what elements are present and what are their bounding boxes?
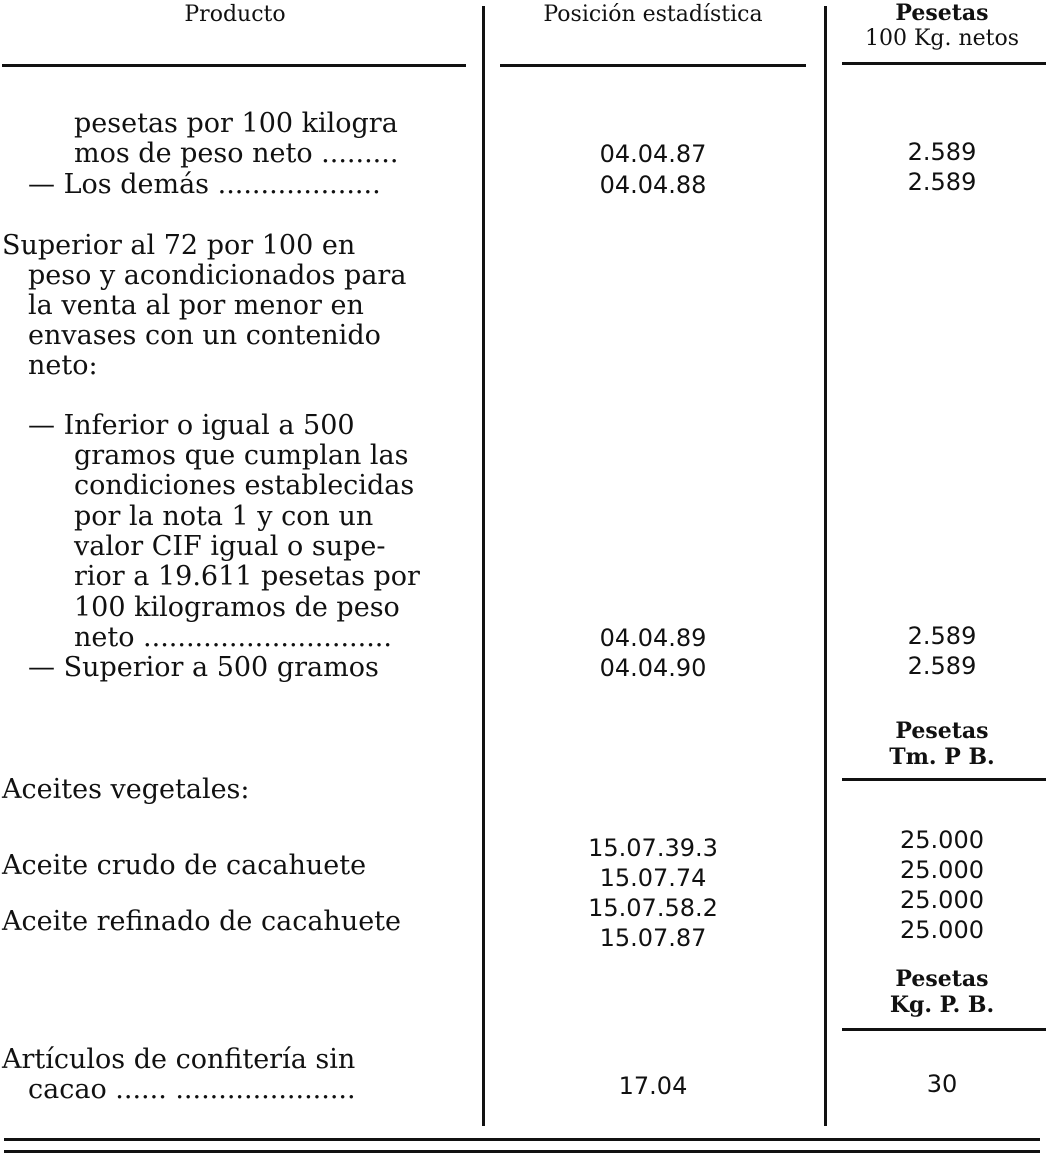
column-separator-1 <box>482 6 485 1126</box>
confectionery-line1: Artículos de confitería sin <box>2 1044 356 1075</box>
header-unit1-line2: 100 Kg. netos <box>864 26 1020 51</box>
paragraph2-line2: peso y acondicionados para <box>28 260 407 291</box>
header-rule-position <box>500 64 806 67</box>
row2-price: 2.589 <box>907 168 977 196</box>
paragraph2-line3: la venta al por menor en <box>28 290 364 321</box>
paragraph3-line3: condiciones establecidas <box>74 470 415 501</box>
paragraph3-line1: — Inferior o igual a 500 <box>28 410 355 441</box>
paragraph3-line8: neto ............................. <box>74 622 392 653</box>
oil-price-4: 25.000 <box>900 916 984 944</box>
row4-label: — Superior a 500 gramos <box>28 652 379 683</box>
paragraph2-line5: neto: <box>28 350 98 381</box>
paragraph2-line4: envases con un contenido <box>28 320 381 351</box>
row1-line1: pesetas por 100 kilogra <box>74 108 398 139</box>
crude-oil-code1: 15.07.39.3 <box>588 834 718 862</box>
confectionery-line2: cacao ...... ..................... <box>28 1074 356 1105</box>
column-separator-2 <box>824 6 827 1126</box>
oil-price-3: 25.000 <box>900 886 984 914</box>
oil-price-2: 25.000 <box>900 856 984 884</box>
refined-oil-code1: 15.07.58.2 <box>588 894 718 922</box>
header-rule-unit1 <box>842 62 1046 65</box>
header-product: Producto <box>184 2 286 27</box>
paragraph3-line6: rior a 19.611 pesetas por <box>74 561 420 592</box>
confectionery-price: 30 <box>926 1070 958 1098</box>
oils-heading: Aceites vegetales: <box>2 774 250 805</box>
header-position: Posición estadística <box>543 2 763 27</box>
refined-oil-label: Aceite refinado de cacahuete <box>2 906 402 937</box>
row1-line2: mos de peso neto ......... <box>74 138 399 169</box>
paragraph2-line1: Superior al 72 por 100 en <box>2 230 356 261</box>
paragraph3-line4: por la nota 1 y con un <box>74 501 374 532</box>
unit3-line1: Pesetas <box>895 966 989 992</box>
paragraph3-line2: gramos que cumplan las <box>74 440 409 471</box>
unit3-rule <box>842 1028 1046 1031</box>
unit2-line2: Tm. P B. <box>889 744 995 770</box>
paragraph3-price: 2.589 <box>907 622 977 650</box>
unit2-rule <box>842 778 1046 781</box>
row1-code: 04.04.87 <box>599 140 707 168</box>
row4-price: 2.589 <box>907 652 977 680</box>
header-unit1-line1: Pesetas <box>895 0 989 26</box>
oil-price-1: 25.000 <box>900 826 984 854</box>
refined-oil-code2: 15.07.87 <box>599 924 707 952</box>
paragraph3-line5: valor CIF igual o supe- <box>74 531 386 562</box>
row4-code: 04.04.90 <box>599 654 707 682</box>
confectionery-code: 17.04 <box>618 1072 688 1100</box>
crude-oil-label: Aceite crudo de cacahuete <box>2 850 367 881</box>
row2-code: 04.04.88 <box>599 171 707 199</box>
unit2-line1: Pesetas <box>895 718 989 744</box>
row1-price: 2.589 <box>907 138 977 166</box>
bottom-rule-top <box>4 1138 1040 1141</box>
row2-label: — Los demás ................... <box>28 169 381 200</box>
unit3-line2: Kg. P. B. <box>889 992 995 1018</box>
paragraph3-code: 04.04.89 <box>599 624 707 652</box>
paragraph3-line7: 100 kilogramos de peso <box>74 592 400 623</box>
crude-oil-code2: 15.07.74 <box>599 864 707 892</box>
bottom-rule-bottom <box>4 1150 1040 1153</box>
header-rule-product <box>2 64 466 67</box>
